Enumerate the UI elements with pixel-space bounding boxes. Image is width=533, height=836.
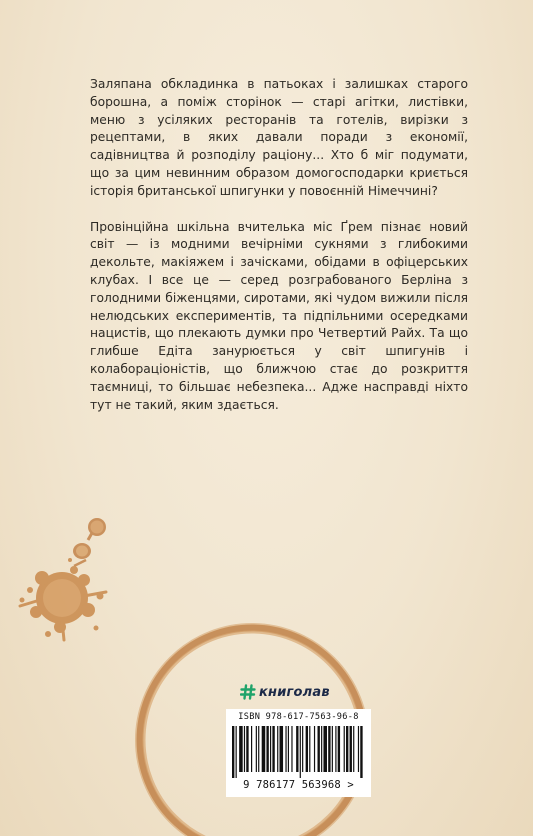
barcode-bar [262,726,266,772]
isbn-label: ISBN 978-617-7563-96-8 [238,712,359,722]
barcode-bar [285,726,286,772]
barcode-bar [321,726,322,772]
barcode-bar [232,726,234,778]
barcode-bar [277,726,278,772]
barcode-bar [328,726,330,772]
barcode-bar [266,726,268,772]
isbn-barcode [226,709,371,797]
blurb-text [90,76,468,432]
barcode-bar [332,726,333,772]
barcode-bar [353,726,354,772]
ean-digits: 9 786177 563968 > [243,779,354,791]
barcode-bar [280,726,284,772]
publisher-logo [240,682,330,702]
barcode-bar [258,726,259,772]
hashtag-icon [240,684,256,700]
blurb-paragraph-2: Провінційна шкільна вчителька міс Ґрем пізнає новий світ — із модними вечірніми сукнями з глибокими декольте, макіяжем і зачісками, обідами в офіцерських клубах. І все це — серед розграбованого Берліна з голодними біженцями, сиротами, які чудом вижили після нелюдських експериментів, та підпільними осередками нацистів, що плекають думки про Четвертий Райх. Та що глибше Едіта занурюється у світ шпигунів і колабораціоністів, що ближчою стає до розкриття таємниці, то більшає небезпека... Адже насправді ніхто тут не такий, яким здається. [90,219,468,412]
barcode-bar [256,726,257,772]
barcode-bar [314,726,315,772]
barcode-bar [239,726,243,772]
barcode-bar [300,726,301,778]
barcode-bar [346,726,348,772]
barcode-bar [323,726,327,772]
barcode-bar [318,726,320,772]
barcode-bar [350,726,352,772]
barcode-bar [296,726,298,772]
coffee-splatter [20,518,107,640]
barcode-bar [302,726,303,772]
barcode-bar [270,726,271,772]
barcode-bar [251,726,252,772]
blurb-paragraph-1: Заляпана обкладинка в патьоках і залишках старого борошна, а поміж сторінок — старі агітки, листівки, меню з усіляких ресторанів та готелів, вирізки з рецептами, в яких давали поради з економії, садівництва й розподілу раціону... Хто б міг подумати, що за цим невинним образом домогосподарки криється історія британської шпигунки у повоєнній Німеччині? [90,77,468,198]
barcode-bar [338,726,340,772]
barcode-bar [309,726,310,772]
barcode-bar [335,726,336,772]
barcode-bar [360,726,362,778]
barcode-bar [272,726,274,772]
barcode-bar [291,726,292,772]
barcode-bar [236,726,237,778]
barcode-bar [288,726,289,772]
barcode-bar [344,726,345,772]
publisher-name: книголав [259,684,330,700]
barcode-bar [244,726,245,772]
barcode-bars [232,726,365,778]
barcode-bar [246,726,248,772]
barcode-bar [358,726,359,772]
barcode-bar [306,726,308,772]
